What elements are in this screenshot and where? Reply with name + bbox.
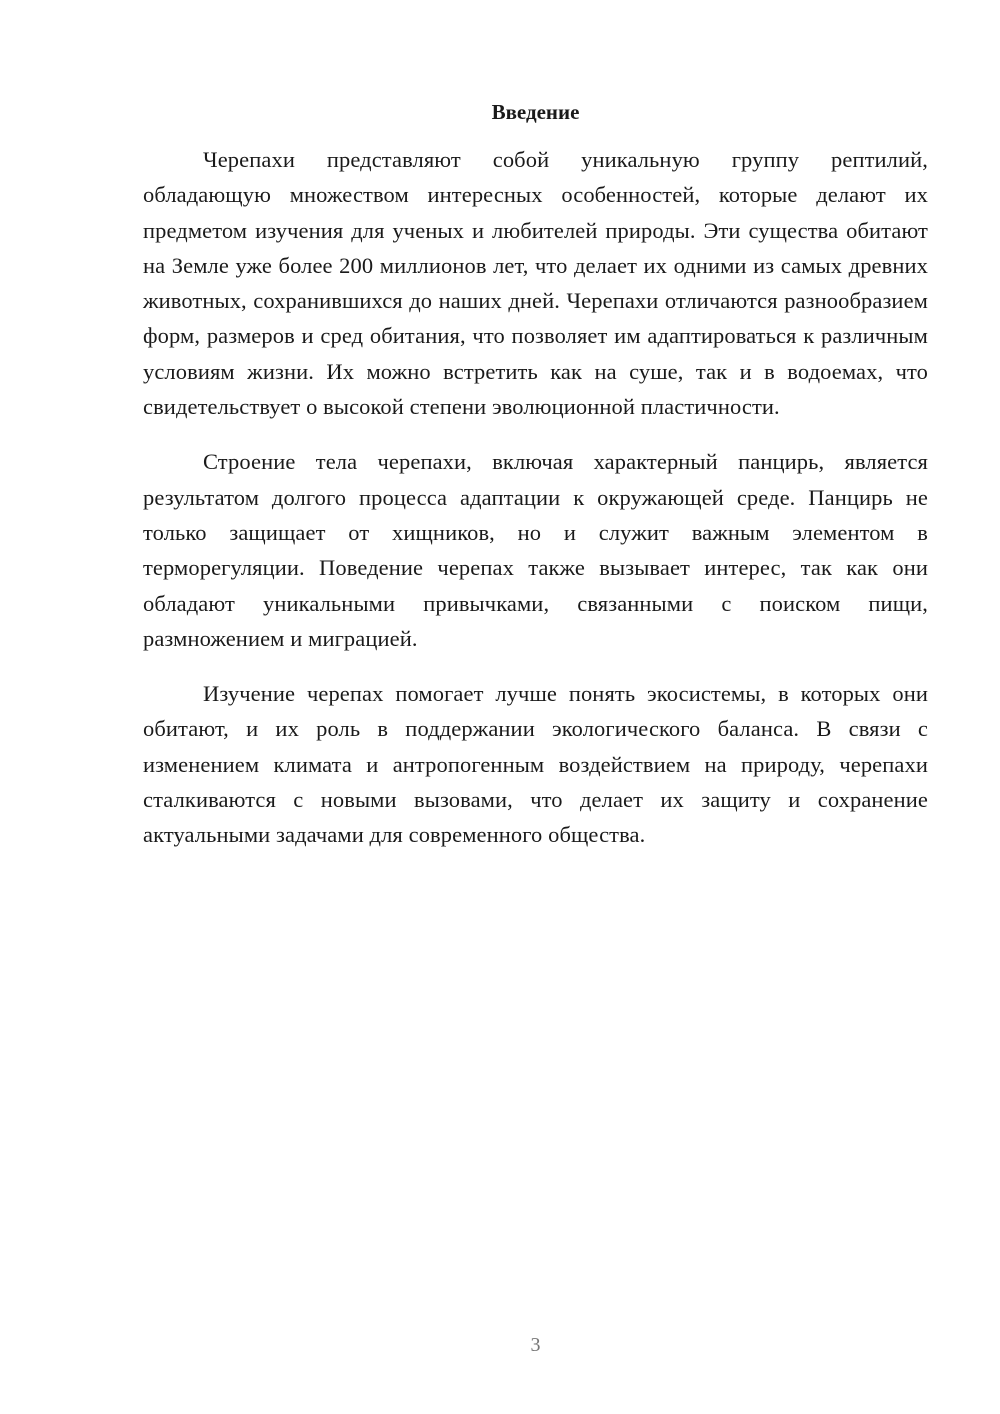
section-heading: Введение <box>491 100 580 124</box>
paragraph-2: Строение тела черепахи, включая характерный панцирь, является результатом долгого процесса адаптации к окружающей среде. Панцирь не только защищает от хищников, но и служит важным элементом в терморегуляции. Поведение черепах также вызывает интерес, так как они обладают уникальными привычками, связанными с поиском пищи, размножением и миграцией. <box>143 449 928 651</box>
body-text <box>143 142 928 873</box>
page-number: 3 <box>530 1334 541 1356</box>
paragraph-1: Черепахи представляют собой уникальную группу рептилий, обладающую множеством интересных особенностей, которые делают их предметом изучения для ученых и любителей природы. Эти существа обитают на Земле уже более 200 миллионов лет, что делает их одними из самых древних животных, сохранившихся до наших дней. Черепахи отличаются разнообразием форм, размеров и сред обитания, что позволяет им адаптироваться к различным условиям жизни. Их можно встретить как на суше, так и в водоемах, что свидетельствует о высокой степени эволюционной пластичности. <box>143 147 928 420</box>
paragraph-3: Изучение черепах помогает лучше понять экосистемы, в которых они обитают, и их роль в поддержании экологического баланса. В связи с изменением климата и антропогенным воздействием на природу, черепахи сталкиваются с новыми вызовами, что делает их защиту и сохранение актуальными задачами для современного общества. <box>143 681 928 848</box>
